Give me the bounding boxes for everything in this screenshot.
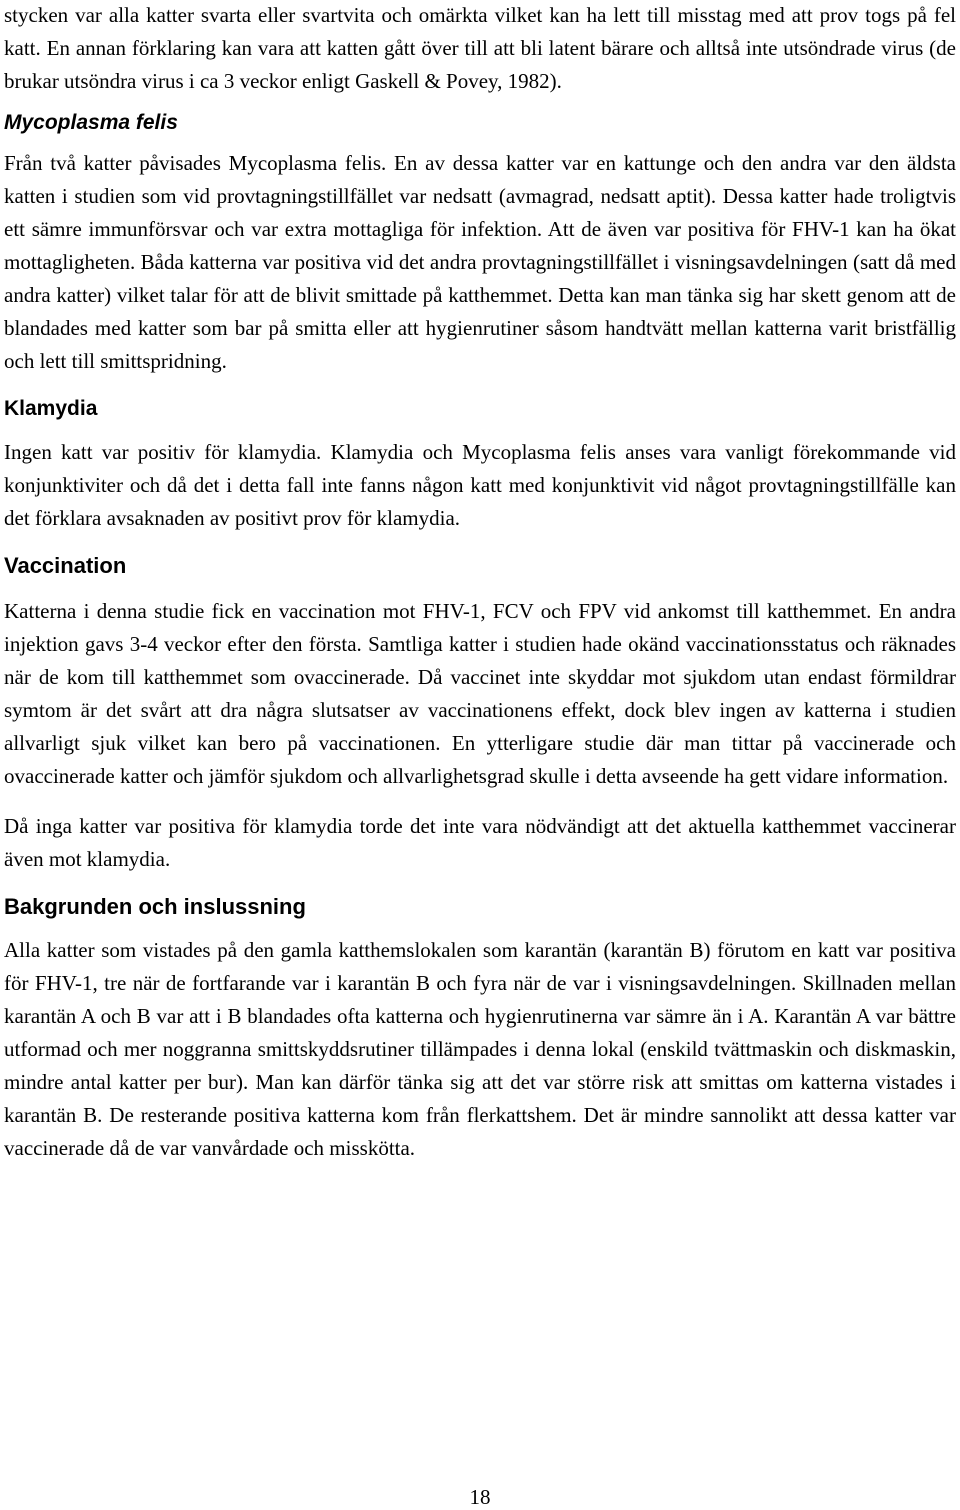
paragraph-bakgrund: Alla katter som vistades på den gamla katthemslokalen som karantän (karantän B) förutom en katt var positiva för FHV-1, tre när de fortfarande var i karantän B och fyra när de var i visningsavdelningen. Skillnaden mellan karantän A och B var att i B blandades ofta katterna och hygienrutinerna var sämre än i A. Karantän A var bättre utformad och mer noggranna smittskyddsrutiner tillämpades i denna lokal (enskild tvättmaskin och diskmaskin, mindre antal katter per bur). Man kan därför tänka sig att det var större risk att smittas om katterna vistades i karantän B. De resterande positiva katterna kom från flerkattshem. Det är mindre sannolikt att dessa katter var vaccinerade då de var vanvårdade och misskötta. xyxy=(4,938,956,1160)
page-number: 18 xyxy=(469,1485,491,1509)
paragraph-mycoplasma: Från två katter påvisades Mycoplasma felis. En av dessa katter var en kattunge och den andra var den äldsta katten i studien som vid provtagningstillfället var nedsatt (avmagrad, nedsatt aptit). Dessa katter hade troligtvis ett sämre immunförsvar och var extra mottagliga för infektion. Att de även var positiva för FHV-1 kan ha ökat mottagligheten. Båda katterna var positiva vid det andra provtagningstillfället i visningsavdelningen (satt då med andra katter) vilket talar för att de blivit smittade på katthemmet. Detta kan man tänka sig har skett genom att de blandades med katter som bar på smitta eller att hygienrutiner såsom handtvätt mellan katterna varit bristfällig och lett till smittspridning. xyxy=(4,151,956,373)
paragraph-klamydia: Ingen katt var positiv för klamydia. Klamydia och Mycoplasma felis anses vara vanligt förekommande vid konjunktiviter och då det i detta fall inte fanns någon katt med konjunktivit vid något provtagningstillfälle kan det förklara avsaknaden av positivt prov för klamydia. xyxy=(4,440,956,530)
heading-klamydia: Klamydia xyxy=(4,397,98,420)
heading-mycoplasma-felis: Mycoplasma felis xyxy=(4,111,178,134)
paragraph-vaccination-2: Då inga katter var positiva för klamydia torde det inte vara nödvändigt att det aktuella katthemmet vaccinerar även mot klamydia. xyxy=(4,814,956,871)
heading-vaccination: Vaccination xyxy=(4,553,127,578)
paragraph-intro: stycken var alla katter svarta eller svartvita och omärkta vilket kan ha lett till misstag med att prov togs på fel katt. En annan förklaring kan vara att katten gått över till att bli latent bärare och alltså inte utsöndrade virus (de brukar utsöndra virus i ca 3 veckor enligt Gaskell & Povey, 1982). xyxy=(4,3,956,93)
document-page xyxy=(4,0,956,1165)
heading-bakgrund: Bakgrunden och inslussning xyxy=(4,894,306,919)
paragraph-vaccination-1: Katterna i denna studie fick en vaccination mot FHV-1, FCV och FPV vid ankomst till katthemmet. En andra injektion gavs 3-4 veckor efter den första. Samtliga katter i studien hade okänd vaccinationsstatus och räknades när de kom till katthemmet som ovaccinerade. Då vaccinet inte skyddar mot sjukdom utan endast förmildrar symtom är det svårt att dra några slutsatser av vaccinationens effekt, dock blev ingen av katterna i studien allvarligt sjuk vilket kan bero på vaccinationen. En ytterligare studie där man tittar på vaccinerade och ovaccinerade katter och jämför sjukdom och allvarlighetsgrad skulle i detta avseende ha gett vidare information. xyxy=(4,599,956,788)
